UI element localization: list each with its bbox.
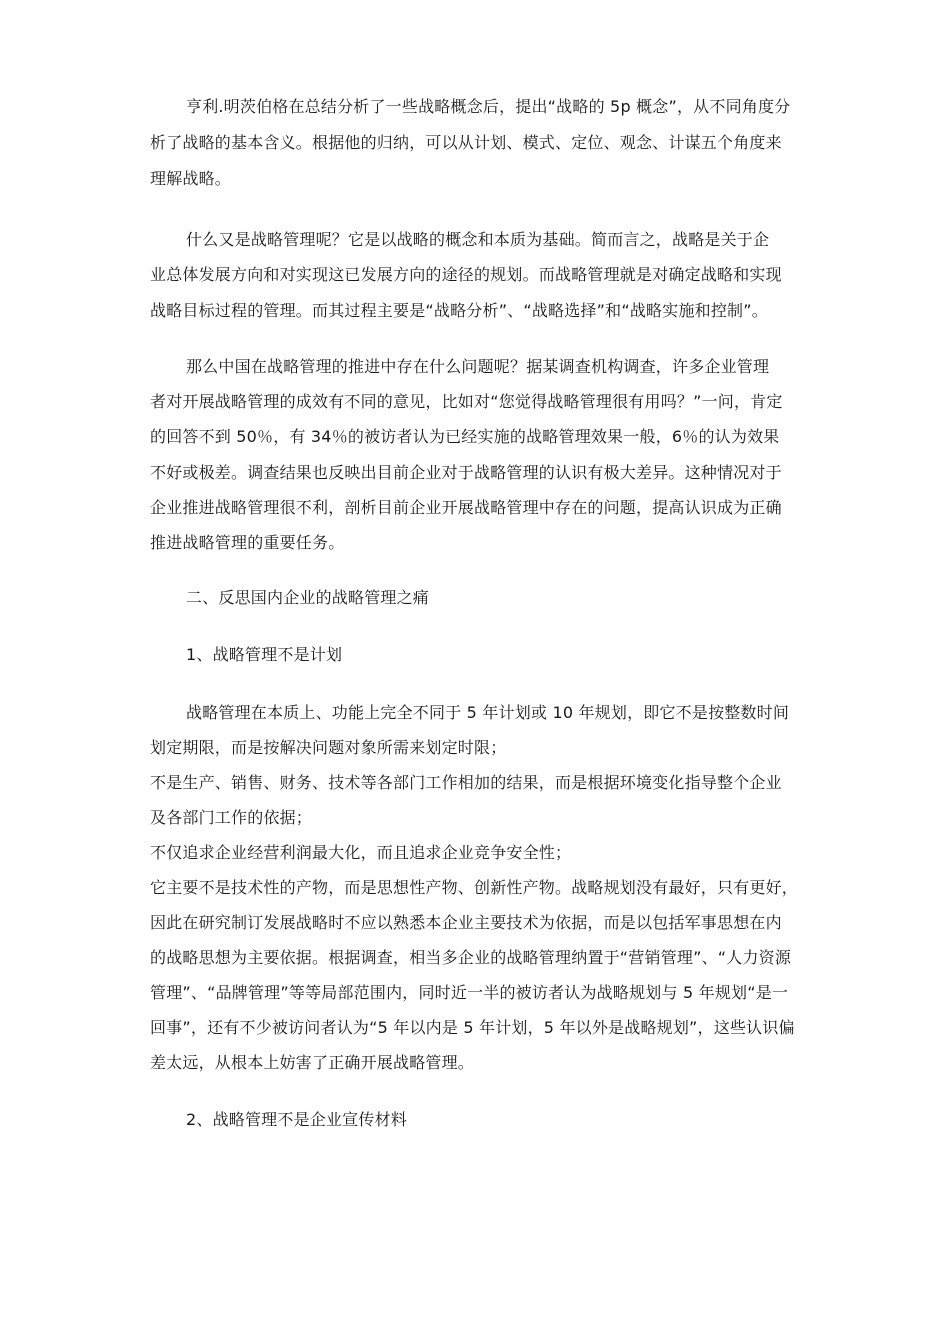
subsection-heading: 1、战略管理不是计划 bbox=[186, 645, 343, 664]
text-line: 那么中国在战略管理的推进中存在什么问题呢？据某调查机构调查，许多企业管理 bbox=[186, 357, 770, 376]
text-line: 的回答不到 50％，有 34％的被访者认为已经实施的战略管理效果一般，6％的认为效果 bbox=[150, 427, 780, 446]
text-line: 理解战略。 bbox=[150, 169, 232, 188]
text-line: 企业推进战略管理很不利，剖析目前企业开展战略管理中存在的问题，提高认识成为正确 bbox=[150, 498, 782, 517]
text-line: 划定期限，而是按解决问题对象所需来划定时限； bbox=[150, 738, 507, 757]
text-line: 不仅追求企业经营利润最大化，而且追求企业竞争安全性； bbox=[150, 843, 572, 862]
text-line: 及各部门工作的依据； bbox=[150, 808, 313, 827]
text-line: 管理”、“品牌管理”等等局部范围内，同时近一半的被访者认为战略规划与 5 年规划“是一 bbox=[150, 983, 789, 1002]
text-line: 析了战略的基本含义。根据他的归纳，可以从计划、模式、定位、观念、计谋五个角度来 bbox=[150, 133, 782, 152]
text-line: 者对开展战略管理的成效有不同的意见，比如对“您觉得战略管理很有用吗？”一问，肯定 bbox=[150, 392, 783, 411]
text-line: 什么又是战略管理呢？它是以战略的概念和本质为基础。简而言之，战略是关于企 bbox=[186, 230, 770, 249]
text-line: 战略管理在本质上、功能上完全不同于 5 年计划或 10 年规划，即它不是按整数时间 bbox=[186, 703, 790, 722]
text-line: 业总体发展方向和对实现这已发展方向的途径的规划。而战略管理就是对确定战略和实现 bbox=[150, 265, 782, 284]
text-line: 因此在研究制订发展战略时不应以熟悉本企业主要技术为依据，而是以包括军事思想在内 bbox=[150, 913, 782, 932]
text-line: 推进战略管理的重要任务。 bbox=[150, 533, 345, 552]
text-line: 不好或极差。调查结果也反映出目前企业对于战略管理的认识有极大差异。这种情况对于 bbox=[150, 463, 782, 482]
text-line: 战略目标过程的管理。而其过程主要是“战略分析”、“战略选择”和“战略实施和控制”。 bbox=[150, 301, 768, 320]
text-line: 不是生产、销售、财务、技术等各部门工作相加的结果，而是根据环境变化指导整个企业 bbox=[150, 773, 782, 792]
text-line: 亨利.明茨伯格在总结分析了一些战略概念后，提出“战略的 5p 概念”，从不同角度分 bbox=[186, 97, 791, 116]
text-line: 的战略思想为主要依据。根据调查，相当多企业的战略管理纳置于“营销管理”、“人力资源 bbox=[150, 948, 792, 967]
text-line: 它主要不是技术性的产物，而是思想性产物、创新性产物。战略规划没有最好，只有更好， bbox=[150, 878, 799, 897]
text-line: 差太远，从根本上妨害了正确开展战略管理。 bbox=[150, 1053, 475, 1072]
subsection-heading: 2、战略管理不是企业宣传材料 bbox=[186, 1110, 407, 1129]
section-heading: 二、反思国内企业的战略管理之痛 bbox=[186, 588, 430, 607]
text-line: 回事”，还有不少被访问者认为“5 年以内是 5 年计划，5 年以外是战略规划”，这些认识偏 bbox=[150, 1018, 795, 1037]
